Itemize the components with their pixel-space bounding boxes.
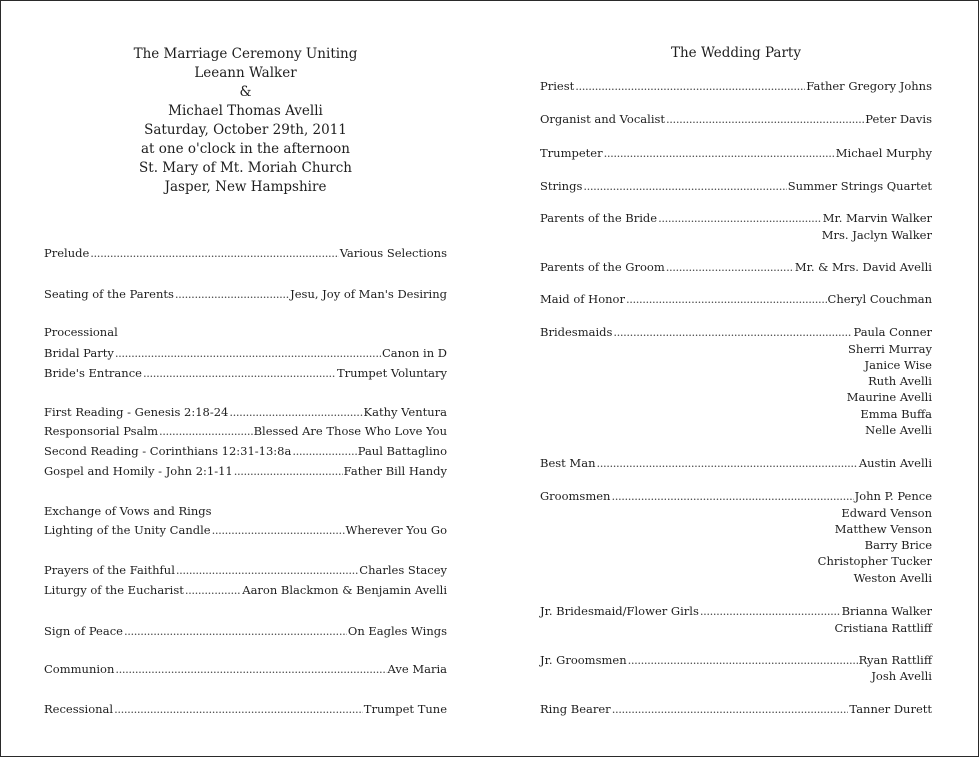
- row-label: Seating of the Parents: [44, 287, 174, 301]
- row-label: Gospel and Homily - John 2:1-11: [44, 464, 233, 478]
- party-extra-name: Mrs. Jaclyn Walker: [821, 228, 932, 242]
- program-row-sign-of-peace: [44, 623, 447, 639]
- vows-heading: Exchange of Vows and Rings: [44, 504, 212, 518]
- row-value: Trumpet Voluntary: [336, 366, 447, 380]
- row-label: Prelude: [44, 246, 90, 260]
- party-row-priest: [540, 78, 932, 94]
- processional-heading: Processional: [44, 325, 118, 339]
- program-row-prelude: [44, 245, 447, 261]
- program-row-responsorial-psalm: [44, 423, 447, 439]
- row-label: First Reading - Genesis 2:18-24: [44, 405, 229, 419]
- party-row-groomsmen: [540, 488, 932, 504]
- party-row-jr-bridesmaid: [540, 603, 932, 619]
- row-label: Bridesmaids: [540, 325, 613, 339]
- party-row-jr-groomsmen: [540, 652, 932, 668]
- party-row-organist: [540, 111, 932, 127]
- program-row-bridal-party: [44, 345, 447, 361]
- row-label: Best Man: [540, 456, 596, 470]
- row-value: Various Selections: [339, 246, 447, 260]
- row-value: Austin Avelli: [858, 456, 932, 470]
- row-value: Cheryl Couchman: [827, 292, 932, 306]
- program-row-recessional: [44, 701, 447, 717]
- ceremony-location: Jasper, New Hampshire: [164, 179, 327, 195]
- row-value: On Eagles Wings: [347, 624, 447, 638]
- party-extra-name: Sherri Murray: [848, 342, 932, 356]
- groom-name: Michael Thomas Avelli: [168, 103, 323, 119]
- row-label: Bridal Party: [44, 346, 114, 360]
- row-value: Wherever You Go: [345, 523, 447, 537]
- program-row-unity-candle: [44, 522, 447, 538]
- party-row-bridesmaids: [540, 324, 932, 340]
- party-row-parents-bride: [540, 210, 932, 226]
- row-value: Father Bill Handy: [343, 464, 447, 478]
- party-extra-name: Barry Brice: [864, 538, 932, 552]
- row-label: Priest: [540, 79, 575, 93]
- ceremony-time: at one o'clock in the afternoon: [140, 141, 350, 157]
- row-value: Summer Strings Quartet: [787, 179, 932, 193]
- party-extra-name: Maurine Avelli: [846, 390, 932, 404]
- row-label: Parents of the Bride: [540, 211, 658, 225]
- party-row-trumpeter: [540, 145, 932, 161]
- row-value: Tanner Durett: [849, 702, 932, 716]
- row-value: Mr. & Mrs. David Avelli: [794, 260, 932, 274]
- row-value: Mr. Marvin Walker: [822, 211, 932, 225]
- row-label: Communion: [44, 662, 115, 676]
- row-value: Michael Murphy: [835, 146, 932, 160]
- row-value: Kathy Ventura: [363, 405, 447, 419]
- program-row-communion: [44, 661, 447, 677]
- row-value: John P. Pence: [854, 489, 932, 503]
- party-extra-name: Weston Avelli: [853, 571, 932, 585]
- row-value: Aaron Blackmon & Benjamin Avelli: [242, 583, 447, 597]
- program-row-gospel: [44, 463, 447, 479]
- row-label: Jr. Groomsmen: [540, 653, 627, 667]
- row-label: Strings: [540, 179, 583, 193]
- party-extra-name: Ruth Avelli: [868, 374, 932, 388]
- row-label: Organist and Vocalist: [540, 112, 666, 126]
- row-label: Maid of Honor: [540, 292, 625, 306]
- row-label: Lighting of the Unity Candle: [44, 523, 211, 537]
- row-value: Father Gregory Johns: [806, 79, 932, 93]
- program-row-seating: [44, 286, 447, 302]
- party-row-ring-bearer: [540, 701, 932, 717]
- ceremony-header: [44, 45, 447, 197]
- row-label: Trumpeter: [540, 146, 603, 160]
- ceremony-date: Saturday, October 29th, 2011: [144, 122, 347, 138]
- row-label: Recessional: [44, 702, 114, 716]
- row-value: Paul Battaglino: [357, 444, 447, 458]
- row-value: Charles Stacey: [359, 563, 447, 577]
- party-extra-name: Nelle Avelli: [865, 423, 932, 437]
- row-label: Jr. Bridesmaid/Flower Girls: [540, 604, 699, 618]
- bride-name: Leeann Walker: [194, 65, 297, 81]
- row-value: Trumpet Tune: [363, 702, 447, 716]
- program-row-second-reading: [44, 443, 447, 459]
- party-row-maid-of-honor: [540, 291, 932, 307]
- party-extra-name: Emma Buffa: [860, 407, 932, 421]
- program-row-first-reading: [44, 404, 447, 420]
- row-label: Bride's Entrance: [44, 366, 142, 380]
- row-label: Responsorial Psalm: [44, 424, 159, 438]
- party-row-best-man: [540, 455, 932, 471]
- row-value: Blessed Are Those Who Love You: [253, 424, 447, 438]
- program-row-brides-entrance: [44, 365, 447, 381]
- party-extra-name: Edward Venson: [841, 506, 932, 520]
- party-extra-name: Christopher Tucker: [817, 554, 932, 568]
- row-value: Canon in D: [381, 346, 447, 360]
- row-value: Paula Conner: [853, 325, 932, 339]
- program-row-prayers: [44, 562, 447, 578]
- row-label: Groomsmen: [540, 489, 611, 503]
- row-label: Prayers of the Faithful: [44, 563, 175, 577]
- row-value: Ryan Rattliff: [858, 653, 932, 667]
- ceremony-church: St. Mary of Mt. Moriah Church: [139, 160, 352, 176]
- ampersand: &: [239, 84, 252, 100]
- party-extra-name: Matthew Venson: [834, 522, 932, 536]
- row-value: Brianna Walker: [841, 604, 932, 618]
- party-extra-name: Cristiana Rattliff: [834, 621, 932, 635]
- party-row-parents-groom: [540, 259, 932, 275]
- wedding-party-title: The Wedding Party: [670, 45, 801, 61]
- program-row-eucharist: [44, 582, 447, 598]
- row-value: Peter Davis: [865, 112, 932, 126]
- row-label: Sign of Peace: [44, 624, 123, 638]
- party-extra-name: Josh Avelli: [871, 669, 932, 683]
- party-extra-name: Janice Wise: [864, 358, 932, 372]
- row-label: Ring Bearer: [540, 702, 611, 716]
- row-value: Ave Maria: [387, 662, 447, 676]
- row-label: Second Reading - Corinthians 12:31-13:8a: [44, 444, 292, 458]
- header-line: The Marriage Ceremony Uniting: [133, 46, 358, 62]
- party-row-strings: [540, 178, 932, 194]
- row-value: Jesu, Joy of Man's Desiring: [290, 287, 447, 301]
- row-label: Liturgy of the Eucharist: [44, 583, 184, 597]
- row-label: Parents of the Groom: [540, 260, 665, 274]
